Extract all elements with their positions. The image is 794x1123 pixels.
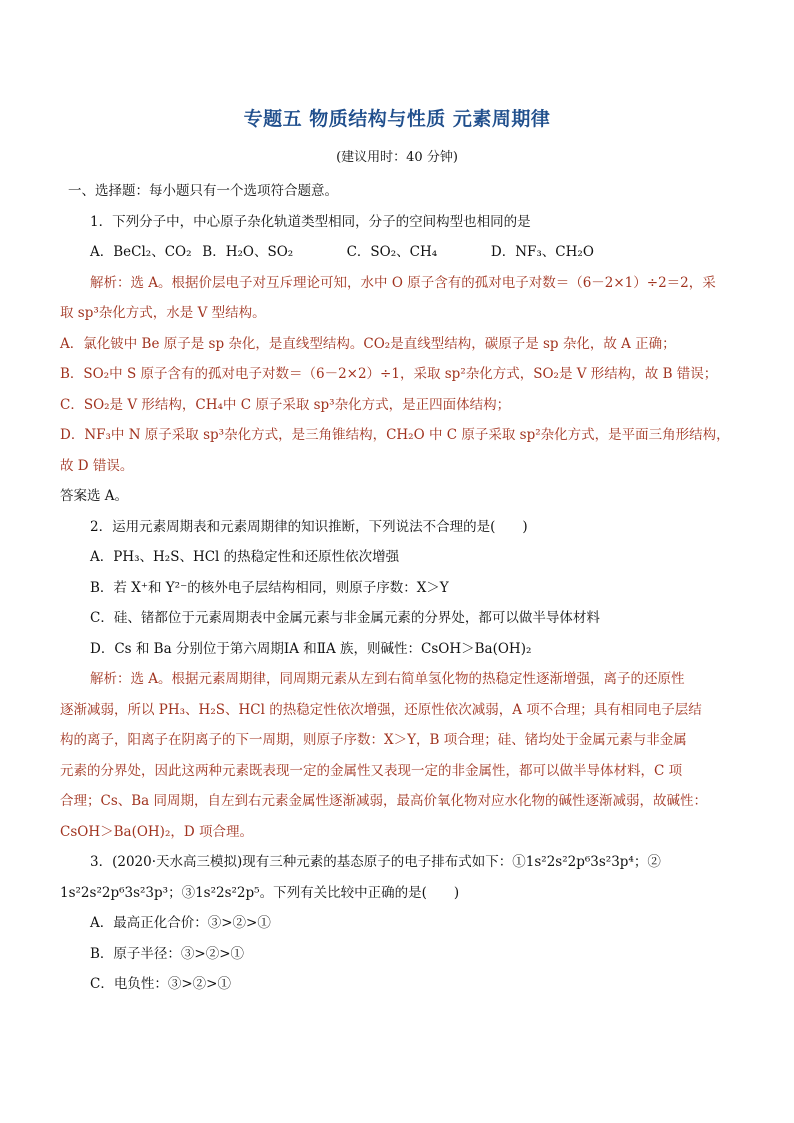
question-1-analysis-line: 解析：选 A。根据价层电子对互斥理论可知，水中 O 原子含有的孤对电子对数＝（6－2×1）÷2＝2，采 bbox=[90, 274, 716, 291]
document-body bbox=[60, 176, 732, 1000]
question-1-analysis-line: 故 D 错误。 bbox=[60, 457, 134, 474]
question-2-analysis-line: CsOH＞Ba(OH)₂，D 项合理。 bbox=[60, 823, 253, 840]
question-2-stem: 2．运用元素周期表和元素周期律的知识推断，下列说法不合理的是( ) bbox=[90, 518, 528, 535]
question-2-analysis-line: 元素的分界处，因此这两种元素既表现一定的金属性又表现一定的非金属性，都可以做半导体材料，C 项 bbox=[60, 762, 683, 779]
question-3-option-c: C．电负性：③>②>① bbox=[90, 976, 231, 992]
question-3-stem-line: 3．(2020·天水高三模拟)现有三种元素的基态原子的电子排布式如下：①1s²2s²2p⁶3s²3p⁴；② bbox=[90, 854, 661, 870]
question-2-option-d: D．Cs 和 Ba 分别位于第六周期ⅠA 和ⅡA 族，则碱性：CsOH＞Ba(OH)₂ bbox=[90, 640, 532, 657]
question-2-option-b: B．若 X⁺和 Y²⁻的核外电子层结构相同，则原子序数：X＞Y bbox=[90, 579, 449, 596]
question-2-option-c: C．硅、锗都位于元素周期表中金属元素与非金属元素的分界处，都可以做半导体材料 bbox=[90, 610, 600, 626]
question-2-option-a: A．PH₃、H₂S、HCl 的热稳定性和还原性依次增强 bbox=[90, 549, 400, 565]
question-3-stem-line: 1s²2s²2p⁶3s²3p³；③1s²2s²2p⁵。下列有关比较中正确的是( ) bbox=[60, 884, 460, 901]
section-heading: 一、选择题：每小题只有一个选项符合题意。 bbox=[68, 183, 338, 199]
question-1-options bbox=[60, 237, 732, 268]
question-1-answer: 答案选 A。 bbox=[60, 488, 129, 504]
question-1-analysis-line: B．SO₂中 S 原子含有的孤对电子对数＝（6－2×2）÷1，采取 sp²杂化方式，SO₂是 V 形结构，故 B 错误； bbox=[60, 366, 718, 382]
question-1-analysis-line: A．氯化铍中 Be 原子是 sp 杂化，是直线型结构。CO₂是直线型结构，碳原子是 sp 杂化，故 A 正确； bbox=[60, 335, 676, 352]
question-1-option-d: D．NF₃、CH₂O bbox=[490, 244, 594, 260]
question-2-analysis-line: 合理；Cs、Ba 同周期，自左到右元素金属性逐渐减弱，最高价氧化物对应水化物的碱性逐渐减弱，故碱性： bbox=[60, 793, 708, 809]
question-1-analysis-line: 取 sp³杂化方式，水是 V 型结构。 bbox=[60, 305, 266, 321]
question-1-option-a: A．BeCl₂、CO₂ bbox=[90, 244, 192, 260]
page-subtitle: (建议用时：40 分钟) bbox=[336, 150, 458, 165]
question-1-analysis-line: D．NF₃中 N 原子采取 sp³杂化方式，是三角锥结构，CH₂O 中 C 原子采取 sp²杂化方式，是平面三角形结构， bbox=[60, 427, 730, 443]
question-1-option-b: B．H₂O、SO₂ bbox=[202, 244, 294, 260]
page-title: 专题五 物质结构与性质 元素周期律 bbox=[243, 108, 551, 130]
question-2-analysis-line: 逐渐减弱，所以 PH₃、H₂S、HCl 的热稳定性依次增强，还原性依次减弱，A 项不合理；具有相同电子层结 bbox=[60, 701, 702, 718]
question-2-analysis-line: 解析：选 A。根据元素周期律，同周期元素从左到右简单氢化物的热稳定性逐渐增强，离子的还原性 bbox=[90, 671, 685, 687]
question-3-option-b: B．原子半径：③>②>① bbox=[90, 945, 245, 962]
question-2-analysis-line: 构的离子，阳离子在阴离子的下一周期，则原子序数：X＞Y，B 项合理；硅、锗均处于金属元素与非金属 bbox=[60, 732, 687, 748]
question-1-analysis-line: C．SO₂是 V 形结构，CH₄中 C 原子采取 sp³杂化方式，是正四面体结构； bbox=[60, 396, 511, 413]
question-1-option-c: C．SO₂、CH₄ bbox=[346, 244, 438, 260]
question-1-stem: 1．下列分子中，中心原子杂化轨道类型相同，分子的空间构型也相同的是 bbox=[90, 213, 531, 230]
question-3-option-a: A．最高正化合价：③>②>① bbox=[90, 915, 271, 931]
